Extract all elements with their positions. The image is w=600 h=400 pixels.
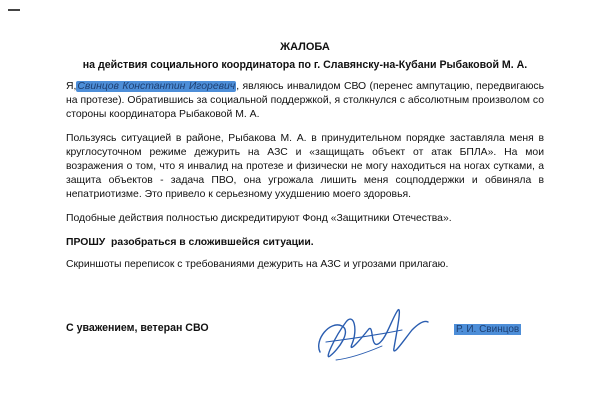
document-title: ЖАЛОБА xyxy=(280,41,330,53)
paragraph-attachments: Скриншоты переписок с требованиями дежурить на АЗС и угрозами прилагаю. xyxy=(66,259,449,270)
intro-rest: , являюсь инвалидом СВО (перенес ампутацию, передвигаюсь на протезе). Обратившись за социальной поддержкой, я столкнулся с абсолютным произволом со стороны координатора Рыбаковой М. А. xyxy=(66,81,545,120)
request-text: разобраться в сложившейся ситуации. xyxy=(111,237,314,248)
request-word: ПРОШУ xyxy=(66,237,106,248)
closing-line: С уважением, ветеран СВО xyxy=(66,322,209,334)
handwritten-signature xyxy=(312,300,432,368)
signature-block xyxy=(66,322,544,382)
document-subtitle: на действия социального координатора по г. Славянску-на-Кубани Рыбаковой М. А. xyxy=(82,59,528,71)
intro-prefix: Я, xyxy=(66,81,77,92)
paragraph-request xyxy=(66,236,544,250)
scan-mark xyxy=(8,9,20,11)
paragraph-discredit: Подобные действия полностью дискредитируют Фонд «Защитники Отечества». xyxy=(66,213,452,224)
paragraph-intro xyxy=(66,80,544,122)
redacted-name: Свинцов Константин Игоревич xyxy=(77,81,236,92)
complaint-document xyxy=(66,40,544,272)
signer-name: Р. И. Свинцов xyxy=(456,324,520,335)
paragraph-details: Пользуясь ситуацией в районе, Рыбакова М. А. в принудительном порядке заставляла меня в круглосуточном режиме дежурить на АЗС и «защищать объект от атак БПЛА». На мои возражения о том, что я инвалид на протезе и физически не могу находиться на ногах сутками, а защита объектов - задача ПВО, она угрожала лишить меня соцподдержки и обвиняла в непатриотизме. Это привело к серьезному ухудшению моего здоровья. xyxy=(66,133,544,200)
